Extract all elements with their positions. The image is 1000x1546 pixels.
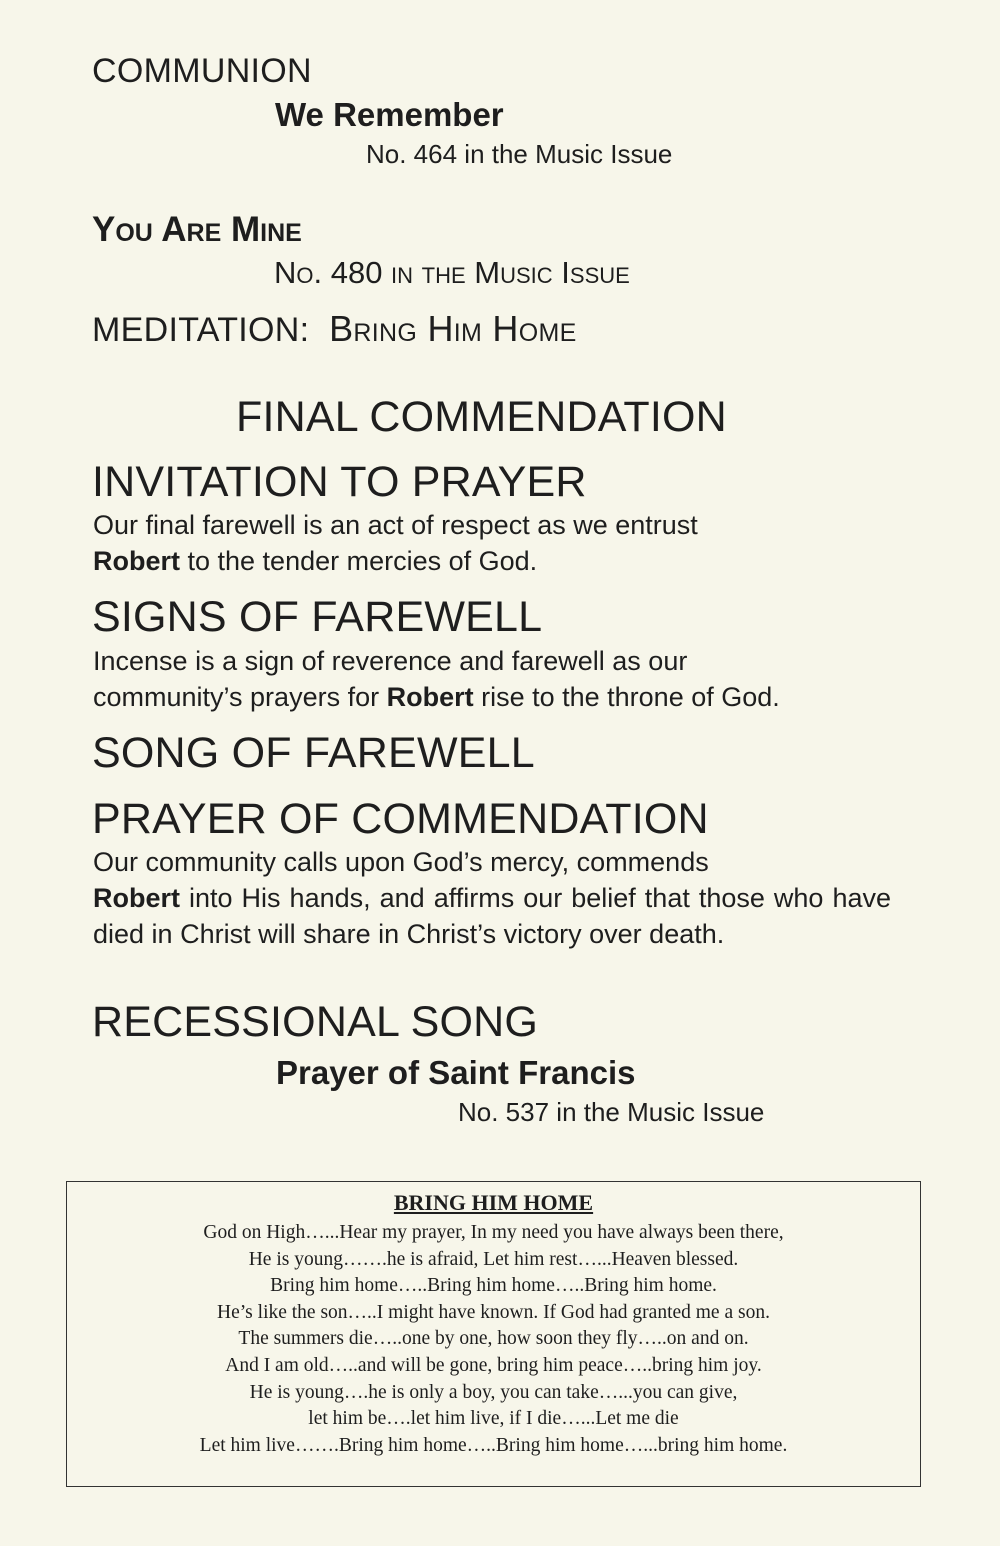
prayer-commendation-name: Robert — [93, 883, 180, 913]
signs-text — [93, 643, 780, 715]
signs-text-part-2: community’s prayers for — [93, 682, 387, 712]
invitation-name: Robert — [93, 546, 180, 576]
song-of-farewell-heading: SONG OF FAREWELL — [92, 729, 535, 777]
final-commendation-heading: FINAL COMMENDATION — [236, 393, 727, 441]
communion-music-issue: No. 464 in the Music Issue — [366, 139, 673, 169]
signs-text-line-1: Incense is a sign of reverence and farewell as our — [93, 646, 688, 676]
invitation-text-line-1: Our final farewell is an act of respect as we entrust — [93, 510, 698, 540]
invitation-text-line-2 — [93, 543, 698, 579]
lyric-line: Bring him home…..Bring him home…..Bring him home. — [270, 1275, 717, 1297]
lyric-line: And I am old…..and will be gone, bring him peace…..bring him joy. — [225, 1354, 762, 1376]
recessional-heading: RECESSIONAL SONG — [92, 998, 539, 1046]
recessional-song-title: Prayer of Saint Francis — [276, 1054, 636, 1091]
you-are-mine-music-issue: No. 480 in the Music Issue — [274, 255, 630, 290]
lyric-line: God on High…...Hear my prayer, In my need you have always been there, — [203, 1222, 784, 1243]
invitation-text — [93, 507, 698, 579]
prayer-commendation-line-1: Our community calls upon God’s mercy, commends — [93, 847, 709, 877]
signs-text-part-3: rise to the throne of God. — [473, 682, 780, 712]
meditation-line — [92, 308, 577, 350]
meditation-label: MEDITATION: — [92, 311, 310, 349]
communion-song-title: We Remember — [275, 96, 504, 133]
you-are-mine-title: You Are Mine — [92, 210, 302, 249]
lyric-line: Let him live…….Bring him home…..Bring him home…...bring him home. — [199, 1434, 788, 1456]
meditation-title: Bring Him Home — [329, 308, 577, 349]
lyric-line: He is young….he is only a boy, you can take…...you can give, — [249, 1381, 738, 1403]
invitation-heading: INVITATION TO PRAYER — [92, 458, 587, 506]
lyrics-title: BRING HIM HOME — [393, 1190, 594, 1215]
lyric-line: let him be….let him live, if I die…...Let me die — [308, 1408, 679, 1430]
prayer-commendation-text — [93, 844, 891, 952]
prayer-commendation-rest: into His hands, and affirms our belief that those who have died in Christ will share in Christ’s victory over death. — [93, 883, 891, 949]
prayer-commendation-heading: PRAYER OF COMMENDATION — [92, 795, 709, 843]
lyric-line: The summers die…..one by one, how soon they fly…..on and on. — [238, 1328, 749, 1350]
lyric-line: He’s like the son…..I might have known. If God had granted me a son. — [217, 1301, 770, 1323]
signs-heading: SIGNS OF FAREWELL — [92, 593, 543, 641]
lyrics-lines — [67, 1220, 920, 1459]
lyrics-box — [66, 1181, 921, 1487]
invitation-text-rest: to the tender mercies of God. — [180, 546, 538, 576]
communion-heading: COMMUNION — [92, 52, 312, 90]
recessional-music-issue: No. 537 in the Music Issue — [458, 1097, 765, 1127]
prayer-commendation-paragraph — [93, 880, 891, 952]
signs-text-line-2 — [93, 679, 780, 715]
signs-name: Robert — [386, 682, 474, 712]
lyric-line: He is young…….he is afraid, Let him rest…...Heaven blessed. — [248, 1248, 739, 1270]
